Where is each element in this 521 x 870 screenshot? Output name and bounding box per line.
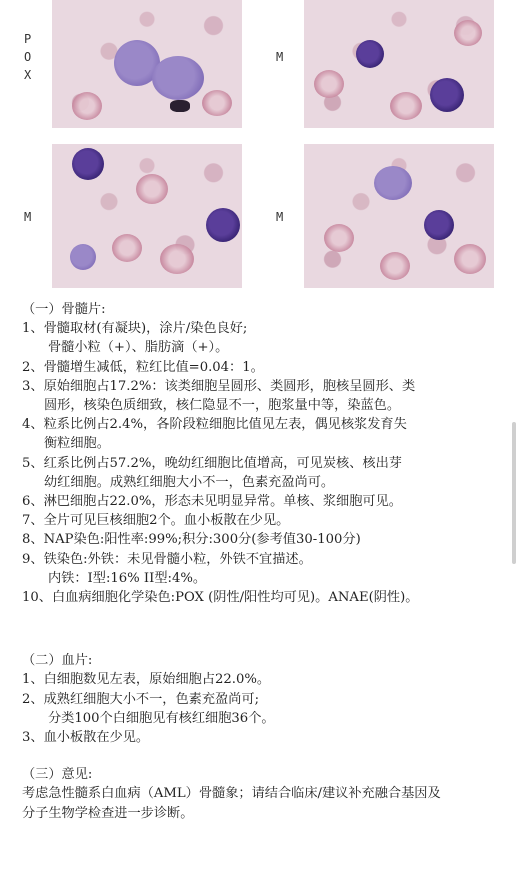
marrow-item: 内铁：I型:16% II型:4%。 [48, 570, 207, 586]
report-body [22, 300, 517, 823]
image-label-m1: M [276, 50, 284, 64]
opinion-text: 分子生物学检查进一步诊断。 [22, 805, 194, 821]
marrow-heading: （一）骨髓片: [22, 302, 106, 317]
marrow-item: 5、红系比例占57.2%，晚幼红细胞比值增高，可见炭核、核出芽 [22, 455, 402, 471]
marrow-item: 4、粒系比例占2.4%，各阶段粒细胞比值见左表，偶见核浆发育失 [22, 417, 407, 433]
marrow-item: 10、白血病细胞化学染色:POX (阴性/阳性均可见)。ANAE(阴性)。 [22, 590, 419, 606]
blood-item: 1、白细胞数见左表，原始细胞占22.0%。 [22, 672, 271, 688]
opinion-heading: （三）意见: [22, 767, 93, 783]
marrow-item: 7、全片可见巨核细胞2个。血小板散在少见。 [22, 513, 290, 529]
blood-item: 3、血小板散在少见。 [22, 730, 150, 746]
marrow-item: 衡粒细胞。 [44, 436, 110, 452]
image-label-m2: M [24, 210, 32, 224]
image-label-pox: P O X [24, 32, 32, 82]
marrow-item: 3、原始细胞占17.2%：该类细胞呈圆形、类圆形，胞核呈圆形、类 [22, 378, 416, 394]
image-label-m3: M [276, 210, 284, 224]
marrow-item: 幼红细胞。成熟红细胞大小不一，色素充盈尚可。 [44, 474, 335, 490]
vertical-scrollbar[interactable] [512, 422, 516, 564]
blood-item: 分类100个白细胞见有核红细胞36个。 [48, 710, 275, 726]
micrograph-m2 [52, 144, 242, 288]
marrow-item: 骨髓小粒（+）、脂肪滴（+）。 [48, 340, 229, 356]
marrow-item: 6、淋巴细胞占22.0%，形态未见明显异常。单核、浆细胞可见。 [22, 494, 402, 510]
marrow-item: 圆形，核染色质细致，核仁隐显不一，胞浆量中等，染蓝色。 [44, 398, 401, 414]
micrograph-pox [52, 0, 242, 128]
blood-heading: （二）血片: [22, 653, 93, 669]
micrograph-m1 [304, 0, 494, 128]
marrow-item: 2、骨髓增生减低，粒红比值=0.04：1。 [22, 359, 264, 375]
marrow-item: 1、骨髓取材(有凝块)，涂片/染色良好; [22, 321, 248, 337]
marrow-item: 8、NAP染色:阳性率:99%;积分:300分(参考值30-100分) [22, 532, 361, 548]
micrograph-m3 [304, 144, 494, 288]
opinion-text: 考虑急性髓系白血病（AML）骨髓象；请结合临床/建议补充融合基因及 [22, 786, 441, 802]
blood-item: 2、成熟红细胞大小不一，色素充盈尚可; [22, 691, 260, 707]
marrow-item: 9、铁染色:外铁：未见骨髓小粒，外铁不宜描述。 [22, 551, 312, 567]
